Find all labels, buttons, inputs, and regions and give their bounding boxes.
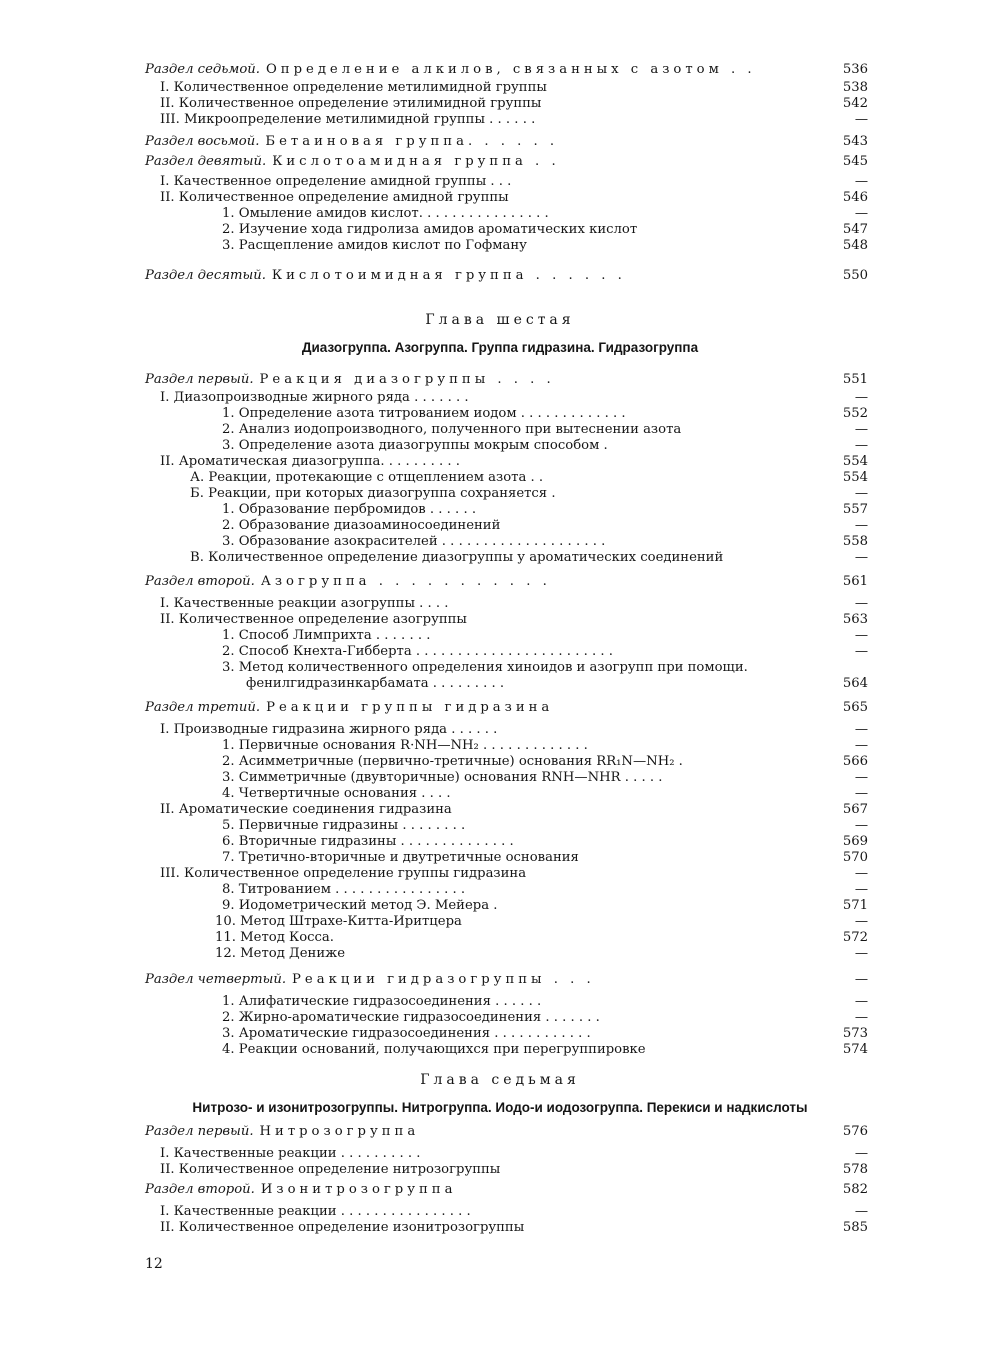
page-ref: — bbox=[854, 174, 868, 189]
section-label: Раздел второй. bbox=[145, 574, 255, 589]
section-label: Раздел третий. bbox=[145, 700, 261, 715]
section-title: Кислотоимидная группа . . . . . . bbox=[271, 268, 626, 283]
section-label: Раздел четвертый. bbox=[145, 972, 287, 987]
page-ref: — bbox=[854, 882, 868, 897]
section-label: Раздел первый. bbox=[145, 1124, 254, 1139]
page-ref: 578 bbox=[842, 1162, 868, 1177]
page-ref: 585 bbox=[842, 1220, 868, 1235]
toc-entry: II. Количественное определение амидной группы bbox=[160, 190, 509, 205]
toc-entry: 11. Метод Косса. bbox=[215, 930, 334, 945]
toc-entry: I. Качественные реакции . . . . . . . . . . . . . . . . bbox=[160, 1204, 471, 1219]
toc-entry: 1. Образование пербромидов . . . . . . bbox=[222, 502, 477, 517]
page-ref: 550 bbox=[842, 268, 868, 283]
page-ref: 551 bbox=[842, 372, 868, 387]
page-ref: 543 bbox=[842, 134, 868, 149]
page-ref: — bbox=[854, 1010, 868, 1025]
page-number: 12 bbox=[145, 1256, 163, 1272]
section-title: Изонитрозогруппа bbox=[260, 1182, 457, 1197]
page-ref: — bbox=[854, 644, 868, 659]
section-label: Раздел первый. bbox=[145, 372, 254, 387]
toc-entry: II. Количественное определение нитрозогруппы bbox=[160, 1162, 501, 1177]
page-ref: — bbox=[854, 770, 868, 785]
page-ref: — bbox=[854, 994, 868, 1009]
page-ref: 557 bbox=[842, 502, 868, 517]
section-title: Реакция диазогруппы . . . . bbox=[259, 372, 555, 387]
toc-entry: II. Количественное определение изонитрозогруппы bbox=[160, 1220, 525, 1235]
toc-entry: III. Количественное определение группы гидразина bbox=[160, 866, 527, 881]
page-ref: 563 bbox=[842, 612, 868, 627]
section-title: Бетаиновая группа. . . . . . bbox=[265, 134, 559, 149]
page-ref: 561 bbox=[842, 574, 868, 589]
page-ref: 573 bbox=[842, 1026, 868, 1041]
page-ref: — bbox=[854, 946, 868, 961]
toc-entry: II. Количественное определение этилимидной группы bbox=[160, 96, 542, 111]
page-ref: — bbox=[854, 390, 868, 405]
toc-entry: I. Количественное определение метилимидной группы bbox=[160, 80, 547, 95]
page-ref: — bbox=[854, 786, 868, 801]
page-ref: — bbox=[854, 628, 868, 643]
page-ref: — bbox=[854, 1204, 868, 1219]
page-ref: — bbox=[854, 1146, 868, 1161]
section-label: Раздел седьмой. bbox=[145, 62, 260, 77]
page-ref: — bbox=[854, 972, 868, 987]
page-ref: 548 bbox=[842, 238, 868, 253]
page-ref: — bbox=[854, 438, 868, 453]
toc-entry: I. Качественное определение амидной группы . . . bbox=[160, 174, 512, 189]
section-label: Раздел второй. bbox=[145, 1182, 255, 1197]
section-label: Раздел восьмой. bbox=[145, 134, 260, 149]
section-title: Кислотоамидная группа . . bbox=[272, 154, 560, 169]
toc-entry: I. Качественные реакции . . . . . . . . . . bbox=[160, 1146, 421, 1161]
section-heading bbox=[145, 1124, 419, 1140]
page-ref: 570 bbox=[842, 850, 868, 865]
toc-entry: I. Диазопроизводные жирного ряда . . . . . . . bbox=[160, 390, 469, 405]
page-ref: — bbox=[854, 866, 868, 881]
page-ref: 545 bbox=[842, 154, 868, 169]
toc-entry: 6. Вторичные гидразины . . . . . . . . . . . . . . bbox=[222, 834, 514, 849]
toc-entry: фенилгидразинкарбамата . . . . . . . . . bbox=[246, 676, 505, 691]
section-heading bbox=[145, 700, 553, 716]
toc-entry: 2. Образование диазоаминосоединений bbox=[222, 518, 501, 533]
page-ref: 576 bbox=[842, 1124, 868, 1139]
page-ref: 567 bbox=[842, 802, 868, 817]
toc-entry: II. Ароматические соединения гидразина bbox=[160, 802, 452, 817]
section-heading bbox=[145, 1182, 456, 1198]
page-ref: — bbox=[854, 422, 868, 437]
page-ref: 564 bbox=[842, 676, 868, 691]
page-ref: 547 bbox=[842, 222, 868, 237]
section-heading bbox=[145, 574, 551, 590]
toc-entry: 2. Асимметричные (первично-третичные) основания RR₁N—NH₂ . bbox=[222, 754, 683, 769]
page-ref: — bbox=[854, 112, 868, 127]
toc-entry: 1. Алифатические гидразосоединения . . . . . . bbox=[222, 994, 542, 1009]
page-ref: 571 bbox=[842, 898, 868, 913]
chapter-title: Нитрозо- и изонитрозогруппы. Нитрогруппа. Иодо-и иодозогруппа. Перекиси и надкислоты bbox=[192, 1100, 808, 1115]
section-title: Определение алкилов, связанных с азотом . . bbox=[265, 62, 756, 77]
toc-entry: 4. Четвертичные основания . . . . bbox=[222, 786, 451, 801]
page-ref: 558 bbox=[842, 534, 868, 549]
toc-entry: 3. Метод количественного определения хиноидов и азогрупп при помощи. bbox=[222, 660, 748, 675]
page-ref: 554 bbox=[842, 454, 868, 469]
section-heading bbox=[145, 268, 626, 284]
toc-entry: 7. Третично-вторичные и двутретичные основания bbox=[222, 850, 579, 865]
page-ref: — bbox=[854, 550, 868, 565]
toc-entry: 3. Симметричные (двувторичные) основания RNH—NHR . . . . . bbox=[222, 770, 663, 785]
toc-entry: 5. Первичные гидразины . . . . . . . . bbox=[222, 818, 466, 833]
chapter-heading: Глава седьмая bbox=[420, 1072, 580, 1088]
toc-entry: 2. Анализ иодопроизводного, полученного при вытеснении азота bbox=[222, 422, 682, 437]
chapter-title: Диазогруппа. Азогруппа. Группа гидразина. Гидразогруппа bbox=[301, 340, 699, 355]
section-heading bbox=[145, 972, 595, 988]
section-label: Раздел десятый. bbox=[145, 268, 266, 283]
page-ref: 536 bbox=[842, 62, 868, 77]
page-ref: — bbox=[854, 518, 868, 533]
toc-entry: 3. Образование азокрасителей . . . . . . . . . . . . . . . . . . . . bbox=[222, 534, 606, 549]
page-ref: 574 bbox=[842, 1042, 868, 1057]
toc-entry: 2. Жирно-ароматические гидразосоединения . . . . . . . bbox=[222, 1010, 600, 1025]
section-label: Раздел девятый. bbox=[145, 154, 267, 169]
toc-entry: 12. Метод Дениже bbox=[215, 946, 346, 961]
toc-entry: 1. Способ Лимприхта . . . . . . . bbox=[222, 628, 431, 643]
page-ref: — bbox=[854, 818, 868, 833]
section-heading bbox=[145, 154, 560, 170]
toc-entry: III. Микроопределение метилимидной группы . . . . . . bbox=[160, 112, 536, 127]
page-ref: 582 bbox=[842, 1182, 868, 1197]
page-ref: — bbox=[854, 738, 868, 753]
toc-entry: 8. Титрованием . . . . . . . . . . . . . . . . bbox=[222, 882, 466, 897]
page-ref: 542 bbox=[842, 96, 868, 111]
toc-entry: 1. Определение азота титрованием иодом . . . . . . . . . . . . . bbox=[222, 406, 626, 421]
toc-entry: 4. Реакции оснований, получающихся при перегруппировке bbox=[222, 1042, 646, 1057]
page-ref: 572 bbox=[842, 930, 868, 945]
toc-entry: II. Ароматическая диазогруппа. . . . . . . . . . bbox=[160, 454, 461, 469]
toc-entry: I. Производные гидразина жирного ряда . . . . . . bbox=[160, 722, 498, 737]
toc-entry: 3. Расщепление амидов кислот по Гофману bbox=[222, 238, 527, 253]
section-title: Нитрозогруппа bbox=[259, 1124, 420, 1139]
toc-entry: 3. Ароматические гидразосоединения . . . . . . . . . . . . bbox=[222, 1026, 591, 1041]
page-ref: — bbox=[854, 486, 868, 501]
toc-entry: I. Качественные реакции азогруппы . . . . bbox=[160, 596, 449, 611]
toc-entry: В. Количественное определение диазогруппы у ароматических соединений bbox=[190, 550, 724, 565]
toc-entry: II. Количественное определение азогруппы bbox=[160, 612, 467, 627]
page-ref: 554 bbox=[842, 470, 868, 485]
toc-entry: 1. Первичные основания R·NH—NH₂ . . . . . . . . . . . . . bbox=[222, 738, 588, 753]
page-ref: 546 bbox=[842, 190, 868, 205]
toc-entry: 2. Изучение хода гидролиза амидов ароматических кислот bbox=[222, 222, 638, 237]
toc-entry: 9. Иодометрический метод Э. Мейера . bbox=[222, 898, 498, 913]
toc-entry: 1. Омыление амидов кислот. . . . . . . . . . . . . . . . bbox=[222, 206, 549, 221]
toc-entry: 3. Определение азота диазогруппы мокрым способом . bbox=[222, 438, 608, 453]
page-ref: 565 bbox=[842, 700, 868, 715]
page-ref: 566 bbox=[842, 754, 868, 769]
page-ref: — bbox=[854, 596, 868, 611]
toc-entry: 10. Метод Штрахе-Китта-Иритцера bbox=[215, 914, 462, 929]
section-title: Азогруппа . . . . . . . . . . . bbox=[260, 574, 551, 589]
section-heading bbox=[145, 134, 558, 150]
toc-entry: А. Реакции, протекающие с отщеплением азота . . bbox=[190, 470, 544, 485]
page-ref: — bbox=[854, 206, 868, 221]
page-ref: 569 bbox=[842, 834, 868, 849]
page-ref: 552 bbox=[842, 406, 868, 421]
page-ref: — bbox=[854, 914, 868, 929]
section-heading bbox=[145, 372, 555, 388]
page-ref: 538 bbox=[842, 80, 868, 95]
page-ref: — bbox=[854, 722, 868, 737]
section-title: Реакции гидразогруппы . . . bbox=[292, 972, 595, 987]
chapter-heading: Глава шестая bbox=[425, 312, 575, 328]
section-heading bbox=[145, 62, 756, 78]
toc-entry: Б. Реакции, при которых диазогруппа сохраняется . bbox=[190, 486, 556, 501]
section-title: Реакции группы гидразина bbox=[266, 700, 554, 715]
toc-entry: 2. Способ Кнехта-Гибберта . . . . . . . . . . . . . . . . . . . . . . . . bbox=[222, 644, 613, 659]
